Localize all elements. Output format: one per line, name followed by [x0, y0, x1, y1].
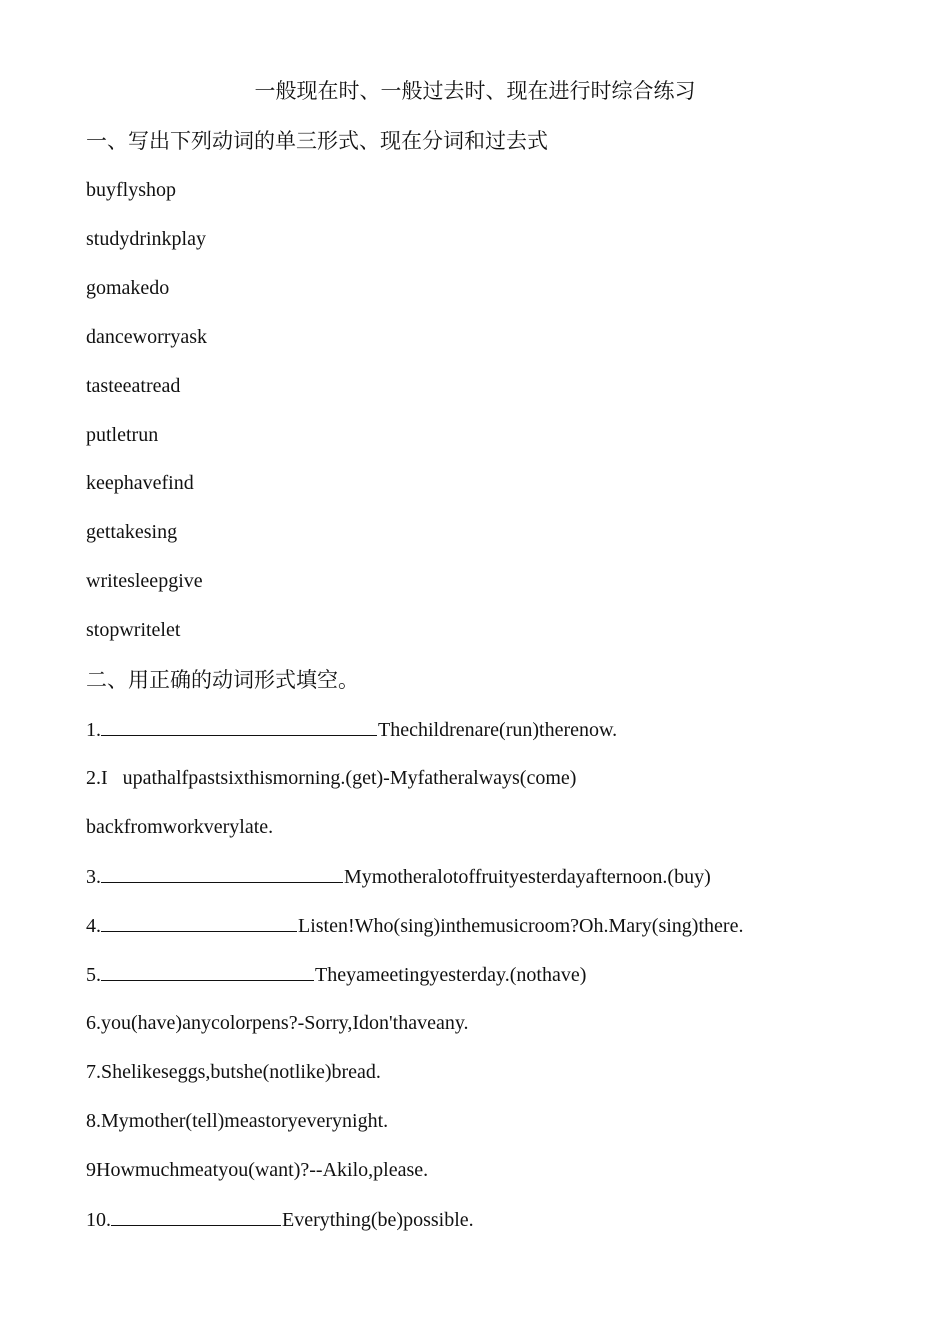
section-2-heading: 二、用正确的动词形式填空。 — [86, 668, 359, 692]
verb-row: gomakedo — [86, 277, 170, 299]
verb-row: keephavefind — [86, 472, 194, 494]
exercise-item-4 — [86, 911, 743, 940]
verb-row: danceworryask — [86, 326, 208, 348]
item-text: 7.Shelikeseggs,butshe(notlike)bread. — [86, 1061, 381, 1083]
answer-blank[interactable] — [101, 960, 314, 981]
answer-blank[interactable] — [101, 911, 297, 932]
item-text: Listen!Who(sing)inthemusicroom?Oh.Mary(sing)there. — [298, 915, 744, 937]
exercise-item-6 — [86, 1009, 469, 1037]
exercise-item-9 — [86, 1156, 428, 1184]
item-text: 8.Mymother(tell)meastoryeverynight. — [86, 1110, 389, 1132]
item-text: Theyameetingyesterday.(nothave) — [315, 964, 587, 986]
item-number: 4. — [86, 915, 101, 937]
exercise-item-2 — [86, 764, 576, 792]
item-text: Thechildrenare(run)therenow. — [378, 719, 618, 741]
section-1-heading: 一、写出下列动词的单三形式、现在分词和过去式 — [86, 129, 548, 153]
item-number: 3. — [86, 866, 101, 888]
item-text: upathalfpastsixthismorning.(get)-Myfatheralways(come) — [122, 767, 577, 789]
exercise-item-3 — [86, 862, 711, 891]
item-text: Mymotheralotoffruityesterdayafternoon.(buy) — [344, 866, 711, 888]
item-text: backfromworkverylate. — [86, 816, 274, 838]
item-number: 10. — [86, 1209, 111, 1231]
answer-blank[interactable] — [111, 1205, 281, 1226]
exercise-item-5 — [86, 960, 586, 989]
item-number: 1. — [86, 719, 101, 741]
exercise-item-8 — [86, 1107, 388, 1135]
verb-row: stopwritelet — [86, 619, 181, 641]
verb-row: writesleepgive — [86, 570, 203, 592]
exercise-item-1 — [86, 715, 617, 744]
verb-row: putletrun — [86, 424, 159, 446]
item-text: 9Howmuchmeatyou(want)?--Akilo,please. — [86, 1159, 429, 1181]
verb-row: tasteeatread — [86, 375, 181, 397]
exercise-item-2-continued — [86, 813, 273, 841]
verb-row: gettakesing — [86, 521, 178, 543]
answer-blank[interactable] — [101, 715, 377, 736]
verb-row: buyflyshop — [86, 179, 176, 201]
verb-row: studydrinkplay — [86, 228, 206, 250]
document-title: 一般现在时、一般过去时、现在进行时综合练习 — [254, 79, 696, 103]
exercise-item-7 — [86, 1058, 381, 1086]
exercise-item-10 — [86, 1205, 474, 1234]
item-number: 5. — [86, 964, 101, 986]
item-number: 2.I — [86, 767, 123, 789]
item-text: 6.you(have)anycolorpens?-Sorry,Idon'thaveany. — [86, 1012, 469, 1034]
item-text: Everything(be)possible. — [282, 1209, 474, 1231]
answer-blank[interactable] — [101, 862, 343, 883]
